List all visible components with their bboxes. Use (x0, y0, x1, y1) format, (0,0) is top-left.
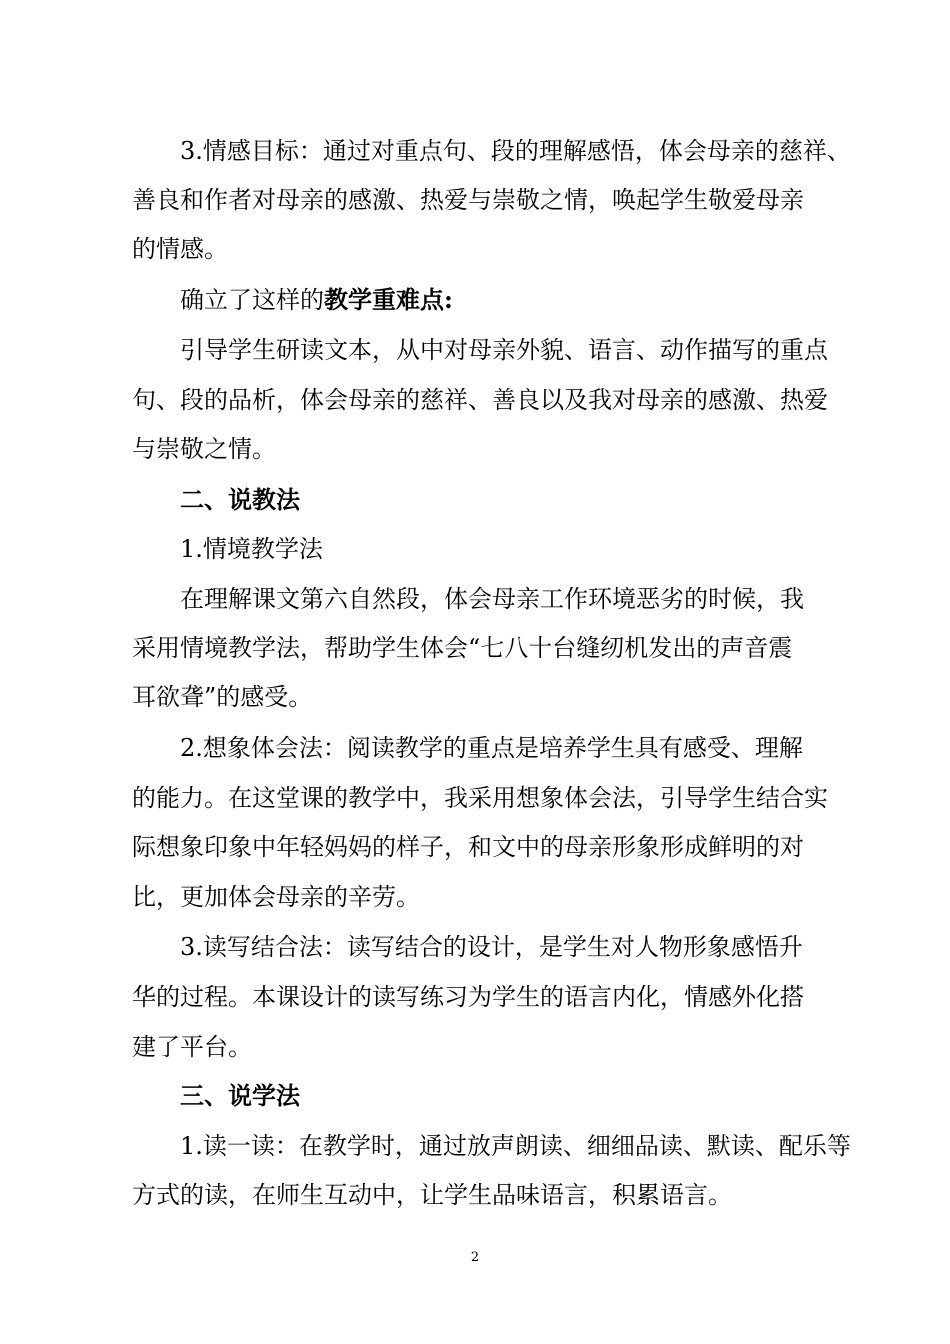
text-line: 采用情境教学法，帮助学生体会“七八十台缝纫机发出的声音震 (132, 634, 793, 662)
text-line: 际想象印象中年轻妈妈的样子，和文中的母亲形象形成鲜明的对 (132, 833, 804, 861)
text-line: 方式的读，在师生互动中，让学生品味语言，积累语言。 (132, 1181, 732, 1209)
text-line: 华的过程。本课设计的读写练习为学生的语言内化，情感外化搭 (132, 983, 804, 1011)
text-line: 3.读写结合法：读写结合的设计，是学生对人物形象感悟升 (180, 933, 803, 961)
text-line: 在理解课文第六自然段，体会母亲工作环境恶劣的时候，我 (180, 585, 804, 613)
text-segment: 确立了这样的 (180, 286, 324, 314)
text-line: 1.读一读：在教学时，通过放声朗读、细细品读、默读、配乐等 (180, 1132, 851, 1160)
section-heading: 三、说学法 (180, 1081, 300, 1110)
emphasis-text: 教学重难点: (324, 285, 453, 314)
text-line: 的情感。 (132, 235, 228, 263)
section-heading: 二、说教法 (180, 485, 300, 514)
page-number: 2 (470, 1250, 480, 1265)
text-line (180, 283, 453, 317)
text-line: 建了平台。 (132, 1033, 252, 1061)
text-line: 3.情感目标：通过对重点句、段的理解感悟，体会母亲的慈祥、 (180, 137, 851, 165)
text-line: 比，更加体会母亲的辛劳。 (132, 883, 420, 911)
text-line: 2.想象体会法：阅读教学的重点是培养学生具有感受、理解 (180, 734, 803, 762)
text-line: 与崇敬之情。 (132, 435, 276, 463)
text-line: 耳欲聋”的感受。 (132, 683, 313, 711)
text-line: 引导学生研读文本，从中对母亲外貌、语言、动作描写的重点 (180, 336, 828, 364)
text-line: 善良和作者对母亲的感激、热爱与崇敬之情，唤起学生敬爱母亲 (132, 186, 804, 214)
text-line: 句、段的品析，体会母亲的慈祥、善良以及我对母亲的感激、热爱 (132, 386, 828, 414)
text-line: 1.情境教学法 (180, 535, 323, 563)
text-line: 的能力。在这堂课的教学中，我采用想象体会法，引导学生结合实 (132, 784, 828, 812)
